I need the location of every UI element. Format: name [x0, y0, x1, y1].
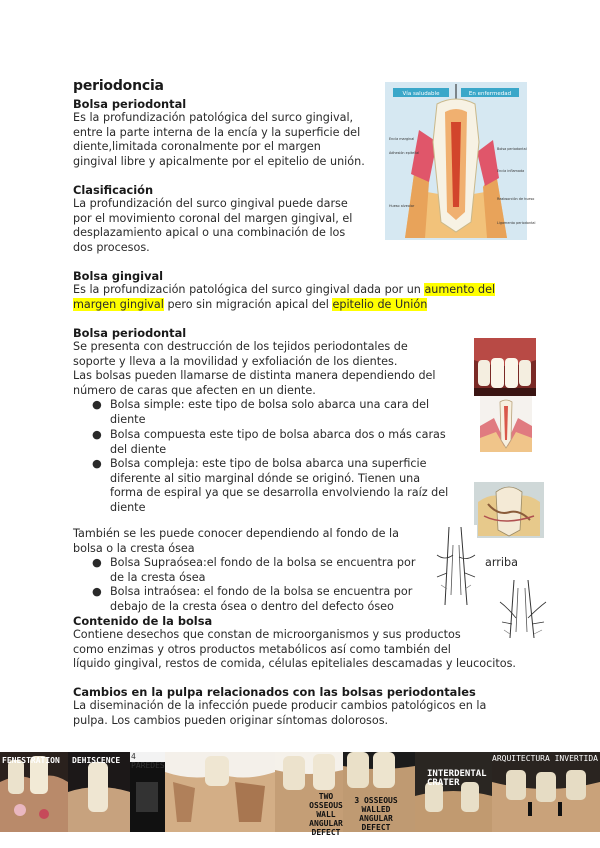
text-line: del diente — [110, 442, 167, 456]
text-line: La profundización del surco gingival puede darse — [73, 197, 348, 210]
diagram-label: Ligamento periodontal — [497, 221, 536, 225]
bullet-bolsa-supraosea — [92, 556, 416, 585]
text-line: diente — [110, 412, 146, 426]
text-line: número de caras que afecten en un diente. — [73, 383, 316, 397]
page-title: periodoncia — [73, 78, 164, 94]
crater-photo-svg — [415, 752, 492, 832]
strip-label: DEHISCENCE — [72, 756, 121, 765]
strip-4-paredes — [130, 752, 165, 832]
strip-label: INTERDENTAL CRATER — [427, 769, 487, 788]
text-line: forma de espiral ya que se desarrolla envolviendo la raíz del — [110, 486, 449, 500]
paragraph-cambios-pulpa — [73, 699, 486, 728]
text-line: La diseminación de la infección puede producir cambios patológicos en la — [73, 699, 487, 712]
text-line: de la cresta ósea — [110, 570, 206, 584]
strip-arquitectura-invertida — [492, 752, 600, 832]
complex-pocket-diagram-svg — [474, 482, 544, 538]
bullet-dot: ● — [92, 457, 102, 470]
highlighted-text: epitelio de Unión — [332, 297, 428, 311]
heading-contenido-bolsa: Contenido de la bolsa — [73, 614, 213, 628]
bullet-dot: ● — [92, 428, 102, 441]
bullet-bolsa-compuesta — [92, 428, 446, 457]
tooth-diagram — [385, 82, 536, 240]
text-line — [73, 298, 533, 313]
highlighted-text: margen gingival — [73, 297, 164, 311]
paragraph-bolsa-periodontal — [73, 111, 365, 169]
pocket-diagram — [480, 396, 532, 452]
text-line: Contiene desechos que constan de microorganismos y sus productos — [73, 628, 461, 641]
text-line: diferente al sitio marginal dónde se originó. Tienen una — [110, 471, 421, 485]
text-line — [73, 283, 533, 298]
bullet-bolsa-intraosea — [92, 585, 413, 614]
text-line: pulpa. Los cambios pueden originar síntomas dolorosos. — [73, 713, 389, 727]
text-line: bolsa o la cresta ósea — [73, 541, 195, 555]
heading-clasificacion: Clasificación — [73, 183, 154, 197]
text-line: Bolsa compuesta este tipo de bolsa abarca dos o más caras — [110, 428, 446, 441]
text-line: Las bolsas pueden llamarse de distinta manera dependiendo del — [73, 369, 436, 383]
strip-fenestration — [0, 752, 68, 832]
bullet-dot: ● — [92, 585, 102, 598]
strip-label: TWO OSSEOUS WALL ANGULAR DEFECT — [309, 792, 343, 837]
strip-label: ARQUITECTURA INVERTIDA — [492, 754, 598, 763]
inverted-architecture-photo-svg — [492, 752, 600, 832]
paragraph-bolsa-gingival — [73, 283, 533, 312]
highlighted-text: aumento del — [424, 283, 496, 296]
text-line: Bolsa compleja: este tipo de bolsa abarca una superficie — [110, 457, 427, 470]
strip-dehiscence — [68, 752, 130, 832]
text-run: pero sin migración apical del — [163, 297, 333, 311]
bullet-bolsa-simple — [92, 398, 430, 427]
strip-two-wall — [275, 752, 343, 837]
text-line: entre la parte interna de la encía y la superficie del — [73, 125, 361, 139]
diagram-label: Encía marginal — [389, 137, 415, 141]
complex-pocket-diagram — [474, 482, 544, 538]
diagram-label: Hueso alveolar — [389, 204, 415, 208]
strip-label: 3 OSSEOUS WALLED ANGULAR DEFECT — [354, 796, 398, 832]
diagram-label: Encía inflamada — [497, 169, 525, 173]
heading-bolsa-periodontal: Bolsa periodontal — [73, 97, 187, 111]
text-line: También se les puede conocer dependiendo al fondo de la — [73, 527, 399, 540]
heading-cambios-pulpa: Cambios en la pulpa relacionados con las bolsas periodontales — [73, 685, 476, 699]
strip-interdental-crater — [415, 752, 492, 832]
gum-photo-svg — [474, 338, 536, 396]
diagram-label: Adhesión epitelial — [389, 151, 420, 155]
bullet-dot: ● — [92, 556, 102, 569]
paragraph-fondo-bolsa — [73, 527, 399, 556]
diagram-label: Bolsa periodontal — [497, 147, 527, 151]
text-line: soporte y lleva a la movilidad y exfoliación de los dientes. — [73, 354, 398, 368]
gum-photo — [474, 338, 536, 396]
supraosseous-sketch — [435, 525, 477, 609]
text-line: gingival libre y apicalmente por el epitelio de unión. — [73, 154, 365, 168]
text-line: diente — [110, 500, 146, 514]
text-line: líquido gingival, restos de comida, células epiteliales descamadas y leucocitos. — [73, 657, 516, 671]
strip-label: FENESTRATION — [2, 756, 60, 765]
heading-bolsa-gingival: Bolsa gingival — [73, 269, 164, 283]
strip-bone-defect — [165, 752, 275, 832]
text-line: Bolsa intraósea: el fondo de la bolsa se encuentra por — [110, 585, 413, 598]
diagram-left-header: Vía saludable — [402, 91, 440, 97]
pocket-diagram-svg — [480, 396, 532, 452]
strip-three-wall — [343, 752, 415, 832]
tooth-diagram-svg — [385, 82, 536, 240]
paragraph-contenido-bolsa — [73, 628, 516, 672]
bullet-bolsa-compleja — [92, 457, 449, 515]
supraosseous-sketch-svg — [435, 525, 477, 609]
text-line: Es la profundización patológica del surco gingival, — [73, 111, 354, 124]
text-line: Se presenta con destrucción de los tejidos periodontales de — [73, 340, 408, 353]
text-line: por el movimiento coronal del margen gingival, el — [73, 211, 353, 225]
text-line: debajo de la cresta ósea o dentro del defecto óseo — [110, 599, 394, 613]
word-arriba: arriba — [485, 556, 518, 569]
text-run: Es la profundización patológica del surco gingival dada por un — [73, 283, 425, 296]
bullet-dot: ● — [92, 398, 102, 411]
bone-defect-photo-svg — [165, 752, 275, 832]
text-line: como enzimas y otros productos metabólicos así como también del — [73, 642, 451, 656]
text-line: Bolsa simple: este tipo de bolsa solo abarca una cara del — [110, 398, 430, 411]
text-line: desplazamiento apical o una combinación de los — [73, 226, 346, 240]
paragraph-clasificacion — [73, 197, 352, 255]
heading-bolsa-periodontal-2: Bolsa periodontal — [73, 326, 187, 340]
diagram-label: Reabsorción de hueso — [497, 197, 535, 201]
paragraph-bolsa-periodontal-2 — [73, 340, 436, 398]
text-line: diente,limitada coronalmente por el margen — [73, 140, 321, 154]
strip-label: 4 PAREDES — [131, 752, 165, 770]
text-line: dos procesos. — [73, 240, 150, 254]
text-line: Bolsa Supraósea:el fondo de la bolsa se encuentra por — [110, 556, 416, 569]
diagram-right-header: En enfermedad — [468, 91, 512, 97]
